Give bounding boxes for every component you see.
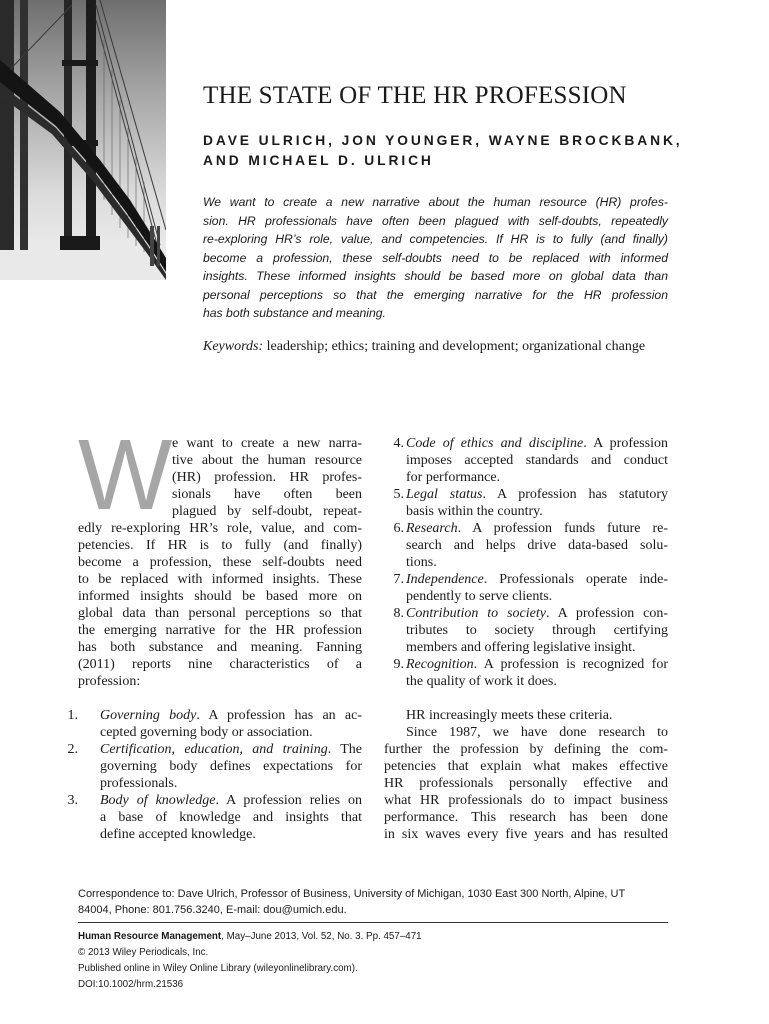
abstract <box>203 193 668 323</box>
body-column-right <box>384 435 668 843</box>
body-line: to be replaced with informed insights. These <box>78 572 362 587</box>
body-line: global data than personal perceptions so that <box>78 606 362 621</box>
list-number: 2. <box>67 742 78 757</box>
body-line: informed insights should be based more on <box>78 589 362 604</box>
body-line: edly re-exploring HR’s role, value, and com- <box>78 521 362 536</box>
body-line: the emerging narrative for the HR profession <box>78 623 362 638</box>
abstract-line: sion. HR professionals have often been plagued with self-doubts, repeatedly <box>203 213 668 228</box>
footer-divider <box>78 922 668 923</box>
list-number: 9. <box>393 657 404 672</box>
published-online: Published online in Wiley Online Library (wileyonlinelibrary.com). <box>78 963 358 974</box>
body-line: petencies. If HR is to fully (and finally) <box>78 538 362 553</box>
body-line: (2011) reports nine characteristics of a <box>78 657 362 672</box>
abstract-line: has both substance and meaning. <box>203 306 386 320</box>
keywords <box>203 338 668 355</box>
body-line: performance. This research has been done <box>384 810 668 825</box>
list-item <box>384 486 668 520</box>
body-line: become a profession, these self-doubts need <box>78 555 362 570</box>
doi: DOI:10.1002/hrm.21536 <box>78 979 184 990</box>
list-line: the quality of work it does. <box>406 674 557 689</box>
list-line: imposes accepted standards and conduct <box>406 453 668 468</box>
list-item <box>384 435 668 486</box>
list-line: Body of knowledge. A profession relies on <box>100 793 362 808</box>
journal-name: Human Resource Management <box>78 931 222 942</box>
list-line: Code of ethics and discipline. A profession <box>406 436 668 451</box>
list-item <box>384 656 668 690</box>
abstract-line: We want to create a new narrative about the human resource (HR) profes- <box>203 195 668 209</box>
list-number: 1. <box>67 708 78 723</box>
authors <box>203 131 683 171</box>
list-line: basis within the country. <box>406 504 543 519</box>
list-line: governing body defines expectations for <box>100 759 362 774</box>
correspondence-line: Correspondence to: Dave Ulrich, Professor of Business, University of Michigan, 1030 East 300 North, Alpine, UT <box>78 888 626 900</box>
list-number: 5. <box>393 487 404 502</box>
list-line: pendently to serve clients. <box>406 589 553 604</box>
list-item <box>384 520 668 571</box>
list-item <box>384 571 668 605</box>
body-line: what HR professionals do to impact business <box>384 793 668 808</box>
list-line: for performance. <box>406 470 501 485</box>
list-line: a base of knowledge and insights that <box>100 810 362 825</box>
list-number: 6. <box>393 521 404 536</box>
list-line: cepted governing body or association. <box>100 725 313 740</box>
body-line: tive about the human resource <box>172 453 362 468</box>
body-line: profession: <box>78 674 141 689</box>
body-line: plagued by self-doubt, repeat- <box>172 504 362 519</box>
body-line: sionals have often been <box>172 487 362 502</box>
list-item <box>384 605 668 656</box>
article-title: THE STATE OF THE HR PROFESSION <box>203 82 627 109</box>
list-line: Contribution to society. A profession con- <box>406 606 669 621</box>
list-line: Certification, education, and training. The <box>100 742 362 757</box>
list-number: 3. <box>67 793 78 808</box>
body-line: e want to create a new narra- <box>172 436 362 451</box>
list-item <box>67 792 362 843</box>
publication-info <box>78 929 668 993</box>
body-column-left <box>67 419 363 843</box>
list-item <box>67 707 363 741</box>
list-line: Research. A profession funds future re- <box>406 521 668 536</box>
list-line: tions. <box>406 555 437 570</box>
abstract-line: insights. These informed insights should be based more on global data than <box>203 269 668 283</box>
body-line: further the profession by defining the com- <box>384 742 668 757</box>
list-number: 8. <box>393 606 404 621</box>
list-line: tributes to society through certifying <box>406 623 668 638</box>
abstract-line: personal perceptions so that the emerging narrative for the HR profession <box>203 287 668 302</box>
correspondence-line: 84004, Phone: 801.756.3240, E-mail: dou@umich.edu. <box>78 904 347 916</box>
journal-details: , May–June 2013, Vol. 52, No. 3. Pp. 457–471 <box>221 931 422 942</box>
list-line: professionals. <box>100 776 178 791</box>
list-line: search and helps drive data-based solu- <box>406 538 668 553</box>
correspondence-note <box>78 886 668 918</box>
list-line: Recognition. A profession is recognized for <box>406 657 668 672</box>
list-line: Legal status. A profession has statutory <box>406 487 668 502</box>
abstract-line: become a profession, these self-doubts need to be replaced with informed <box>203 250 668 265</box>
body-line: Since 1987, we have done research to <box>406 725 668 740</box>
authors-line: DAVE ULRICH, JON YOUNGER, WAYNE BROCKBANK, <box>203 133 683 148</box>
list-number: 7. <box>393 572 404 587</box>
body-line: petencies that explain what makes effective <box>384 759 668 774</box>
body-line: in six waves every five years and has resulted <box>384 827 668 842</box>
list-line: define accepted knowledge. <box>100 827 256 842</box>
body-line: HR professionals personally effective and <box>384 776 668 791</box>
body-line: has both substance and meaning. Fanning <box>78 640 362 655</box>
keywords-text: leadership; ethics; training and development; organizational change <box>263 339 646 354</box>
bridge-photo <box>0 0 166 280</box>
abstract-line: re-exploring HR’s role, value, and competencies. If HR is to fully (and finally) <box>203 232 668 246</box>
list-line: Governing body. A profession has an ac- <box>100 708 363 723</box>
authors-line: AND MICHAEL D. ULRICH <box>203 153 434 168</box>
copyright: © 2013 Wiley Periodicals, Inc. <box>78 947 209 958</box>
body-line: HR increasingly meets these criteria. <box>406 708 613 723</box>
body-line: (HR) profession. HR profes- <box>172 470 362 485</box>
journal-citation <box>78 929 668 945</box>
list-line: members and offering legislative insight. <box>406 640 636 655</box>
keywords-label: Keywords: <box>203 339 264 354</box>
list-number: 4. <box>393 436 404 451</box>
drop-cap: W <box>78 419 173 531</box>
list-item <box>67 741 362 792</box>
list-line: Independence. Professionals operate inde- <box>406 572 668 587</box>
